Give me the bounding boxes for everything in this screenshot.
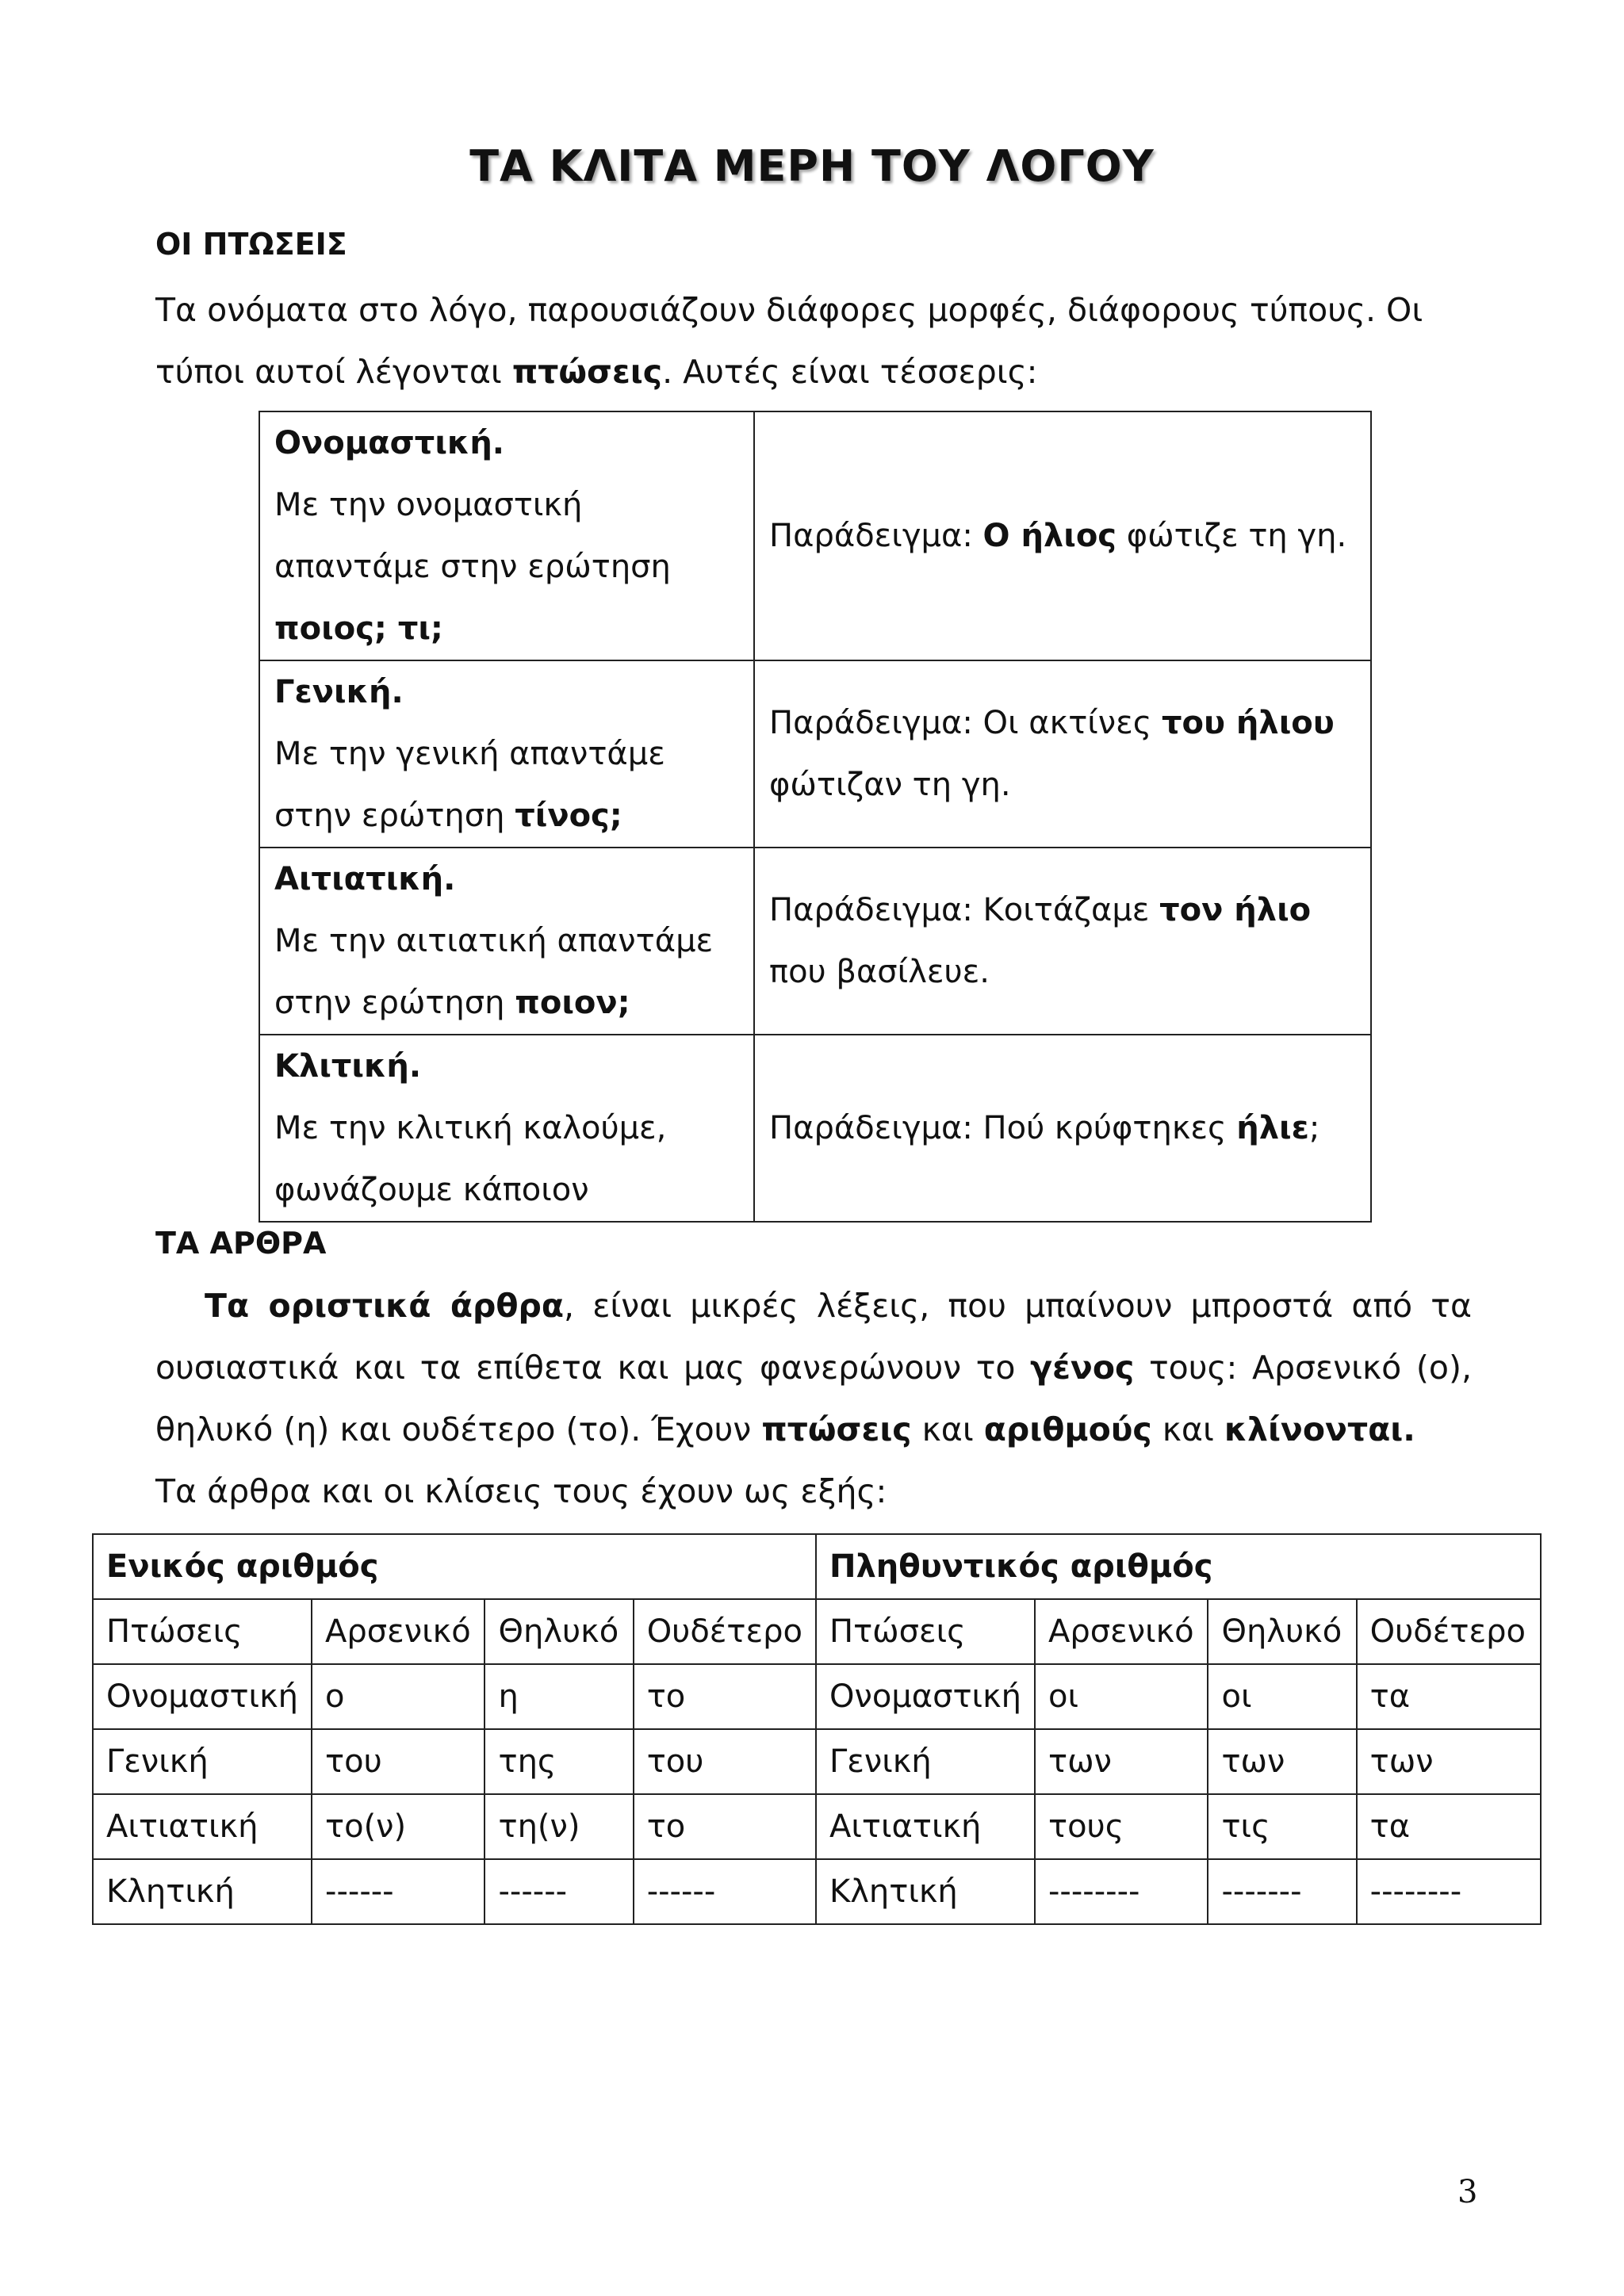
example-bold: τον ήλιο: [1159, 892, 1312, 928]
case-name: Γενική.: [274, 674, 404, 710]
column-header: Αρσενικό: [312, 1599, 485, 1664]
table-cell: τα: [1357, 1664, 1541, 1729]
table-cell: τα: [1357, 1794, 1541, 1859]
table-cell: των: [1035, 1729, 1208, 1794]
example-cell: [754, 848, 1371, 1035]
table-cell: το(ν): [312, 1794, 485, 1859]
cases-table: [259, 411, 1372, 1223]
intro-bold-term: πτώσεις: [511, 353, 663, 391]
column-header: Ουδέτερο: [1357, 1599, 1541, 1664]
gender-term: γένος: [1030, 1349, 1135, 1387]
table-cell: του: [312, 1729, 485, 1794]
table-cell: οι: [1208, 1664, 1356, 1729]
table-cell: Κλητική: [93, 1859, 312, 1924]
case-question: τίνος;: [515, 798, 622, 834]
table-cell: --------: [1357, 1859, 1541, 1924]
example-text: Παράδειγμα: Οι ακτίνες: [769, 705, 1162, 741]
table-row: [93, 1859, 1541, 1924]
case-name: Κλιτική.: [274, 1048, 422, 1085]
page-title: ΤΑ ΚΛΙΤΑ ΜΕΡΗ ΤΟΥ ΛΟΓΟΥ: [469, 141, 1155, 191]
table-cell: --------: [1035, 1859, 1208, 1924]
column-header: Θηλυκό: [1208, 1599, 1356, 1664]
column-header: Ουδέτερο: [634, 1599, 816, 1664]
table-cell: της: [485, 1729, 633, 1794]
articles-table: [92, 1533, 1542, 1925]
articles-table-caption: Τα άρθρα και οι κλίσεις τους έχουν ως εξής:: [155, 1472, 887, 1510]
table-row: [93, 1729, 1541, 1794]
case-description: Με την αιτιατική απαντάμε στην ερώτηση: [274, 923, 714, 1021]
inflection-term: κλίνονται.: [1224, 1410, 1415, 1448]
example-text-end: φώτιζαν τη γη.: [769, 767, 1011, 803]
table-cell: ο: [312, 1664, 485, 1729]
example-bold: Ο ήλιος: [982, 518, 1117, 554]
articles-text: , είναι μικρές λέξεις, που μπαίνουν μπροστά από τα ουσιαστικά και τα επίθετα και μας φανερώνουν το: [155, 1287, 1472, 1387]
case-description: Με την κλιτική καλούμε, φωνάζουμε κάποιον: [274, 1110, 667, 1208]
column-header: Αρσενικό: [1035, 1599, 1208, 1664]
table-cell: Κλητική: [816, 1859, 1035, 1924]
table-cell: Ονομαστική: [816, 1664, 1035, 1729]
table-row: [93, 1794, 1541, 1859]
column-header: Θηλυκό: [485, 1599, 633, 1664]
table-cell: ------: [485, 1859, 633, 1924]
table-cell: του: [634, 1729, 816, 1794]
cases-intro-paragraph: [155, 279, 1472, 403]
articles-text: και: [911, 1410, 984, 1448]
section-heading-cases: ΟΙ ΠΤΩΣΕΙΣ: [155, 227, 347, 262]
example-cell: [754, 1035, 1371, 1222]
case-cell: [259, 411, 754, 660]
articles-text: και: [1151, 1410, 1224, 1448]
case-question: ποιος; τι;: [274, 610, 443, 647]
table-cell: τη(ν): [485, 1794, 633, 1859]
intro-text-end: . Αυτές είναι τέσσερις:: [662, 353, 1038, 391]
section-heading-articles: ΤΑ ΑΡΘΡΑ: [155, 1226, 327, 1261]
example-cell: [754, 411, 1371, 660]
table-cell: Γενική: [816, 1729, 1035, 1794]
case-name: Αιτιατική.: [274, 861, 456, 897]
example-bold: ήλιε: [1236, 1110, 1309, 1146]
singular-header: Ενικός αριθμός: [93, 1534, 816, 1599]
table-cell: το: [634, 1794, 816, 1859]
example-text: Παράδειγμα:: [769, 518, 983, 554]
example-text-end: φώτιζε τη γη.: [1116, 518, 1347, 554]
example-text: Παράδειγμα: Κοιτάζαμε: [769, 892, 1160, 928]
case-cell: [259, 848, 754, 1035]
table-cell: Αιτιατική: [816, 1794, 1035, 1859]
table-cell: η: [485, 1664, 633, 1729]
table-cell: των: [1357, 1729, 1541, 1794]
table-cell: Ονομαστική: [93, 1664, 312, 1729]
table-cell: -------: [1208, 1859, 1356, 1924]
table-cell: των: [1208, 1729, 1356, 1794]
articles-text: τους: Αρσενικό (ο), θηλυκό (η) και ουδέτερο (το). Έχουν: [155, 1349, 1472, 1448]
case-cell: [259, 660, 754, 848]
case-name: Ονομαστική.: [274, 425, 504, 461]
numbers-term: αριθμούς: [983, 1410, 1152, 1448]
example-text: Παράδειγμα: Πού κρύφτηκες: [769, 1110, 1237, 1146]
column-header: Πτώσεις: [816, 1599, 1035, 1664]
case-cell: [259, 1035, 754, 1222]
case-question: ποιον;: [515, 985, 630, 1021]
articles-paragraph: [155, 1275, 1472, 1460]
table-cell: το: [634, 1664, 816, 1729]
page-number: 3: [1457, 2174, 1478, 2210]
example-text-end: που βασίλευε.: [769, 954, 990, 990]
table-cell: οι: [1035, 1664, 1208, 1729]
table-cell: τις: [1208, 1794, 1356, 1859]
table-row: [259, 1035, 1371, 1222]
table-column-header-row: [93, 1599, 1541, 1664]
table-cell: ------: [634, 1859, 816, 1924]
table-cell: Αιτιατική: [93, 1794, 312, 1859]
column-header: Πτώσεις: [93, 1599, 312, 1664]
intro-text: Τα ονόματα στο λόγο, παρουσιάζουν διάφορες μορφές, διάφορους τύπους. Οι τύποι αυτοί λέγονται: [155, 291, 1423, 391]
example-bold: του ήλιου: [1161, 705, 1335, 741]
table-cell: ------: [312, 1859, 485, 1924]
case-description: Με την ονομαστική απαντάμε στην ερώτηση: [274, 487, 671, 585]
case-description: Με την γενική απαντάμε στην ερώτηση: [274, 736, 665, 834]
example-text-end: ;: [1308, 1110, 1320, 1146]
cases-term: πτώσεις: [761, 1410, 912, 1448]
table-row: [259, 411, 1371, 660]
plural-header: Πληθυντικός αριθμός: [816, 1534, 1541, 1599]
table-row: [93, 1664, 1541, 1729]
table-cell: Γενική: [93, 1729, 312, 1794]
table-header-row: [93, 1534, 1541, 1599]
table-cell: τους: [1035, 1794, 1208, 1859]
table-row: [259, 660, 1371, 848]
articles-term: Τα οριστικά άρθρα: [205, 1287, 565, 1325]
table-row: [259, 848, 1371, 1035]
example-cell: [754, 660, 1371, 848]
